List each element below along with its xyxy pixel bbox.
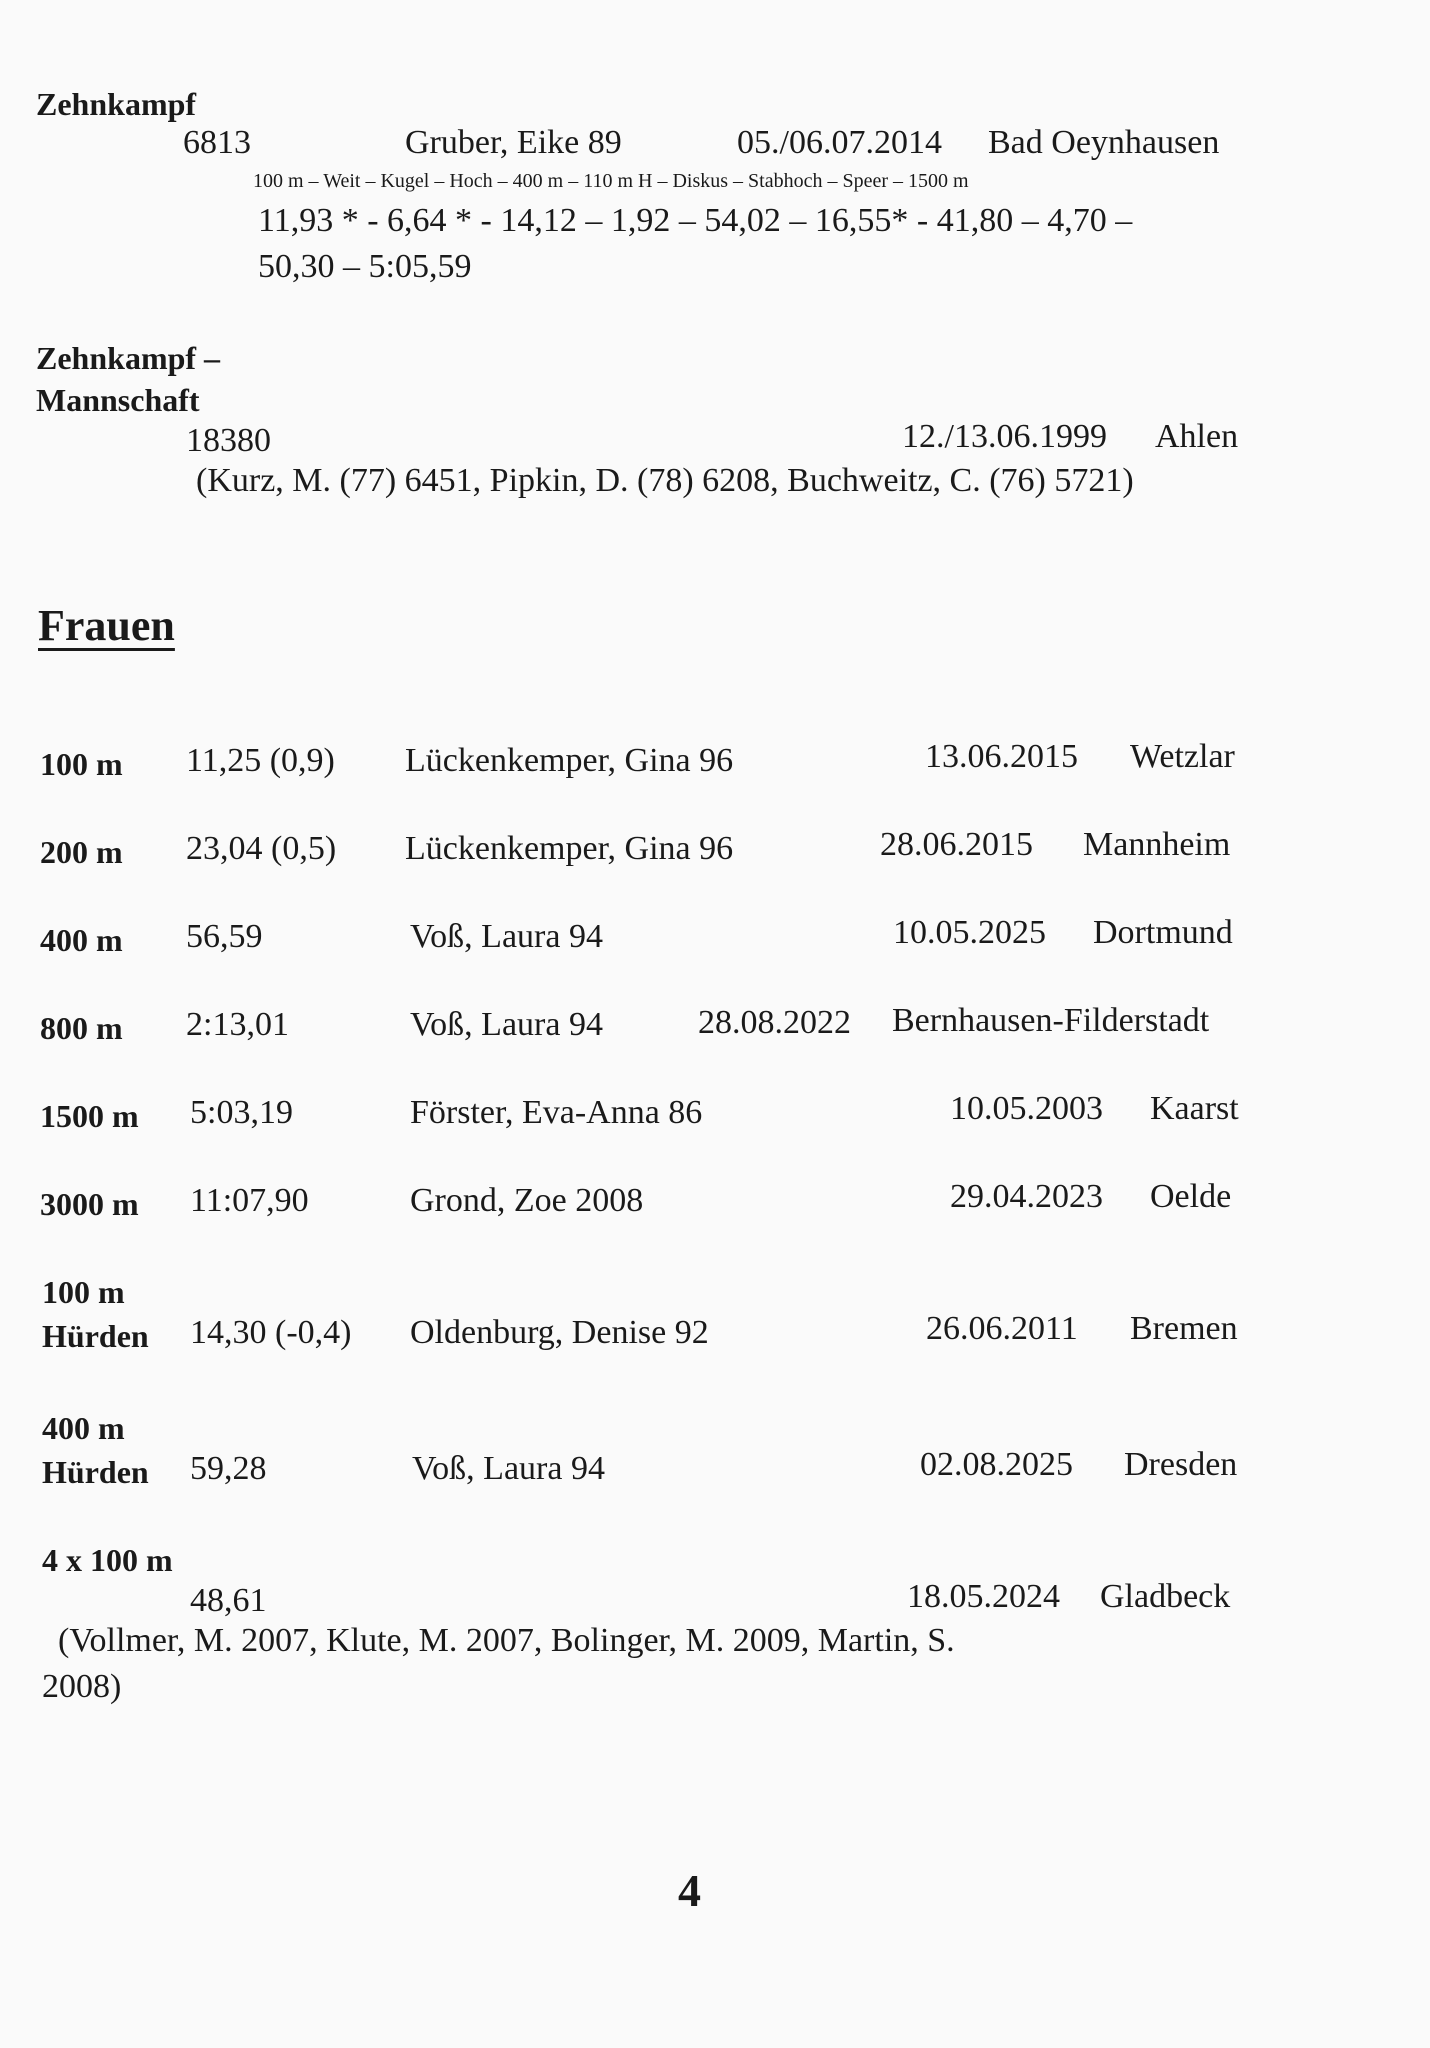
- record-date: 28.06.2015: [880, 826, 1033, 863]
- zehnkampf-team-place: Ahlen: [1155, 418, 1239, 455]
- zehnkampf-results-line1: 11,93 * - 6,64 * - 14,12 – 1,92 – 54,02 – 16,55* - 41,80 – 4,70 –: [258, 202, 1133, 239]
- zehnkampf-place: Bad Oeynhausen: [988, 124, 1220, 161]
- relay-date: 18.05.2024: [907, 1578, 1060, 1615]
- zehnkampf-team-members: (Kurz, M. (77) 6451, Pipkin, D. (78) 6208, Buchweitz, C. (76) 5721): [196, 462, 1134, 499]
- record-place: Oelde: [1150, 1178, 1232, 1215]
- record-place: Bernhausen-Filderstadt: [892, 1002, 1210, 1039]
- record-event: 200 m: [40, 834, 123, 870]
- record-date: 29.04.2023: [950, 1178, 1103, 1215]
- relay-members-line1: (Vollmer, M. 2007, Klute, M. 2007, Bolinger, M. 2009, Martin, S.: [58, 1622, 955, 1659]
- hurdles100-date: 26.06.2011: [926, 1310, 1078, 1347]
- record-result: 2:13,01: [186, 1006, 289, 1043]
- hurdles100-result: 14,30 (-0,4): [190, 1314, 352, 1351]
- record-result: 5:03,19: [190, 1094, 293, 1131]
- record-athlete: Voß, Laura 94: [410, 1006, 603, 1043]
- record-result: 11:07,90: [190, 1182, 309, 1219]
- record-result: 56,59: [186, 918, 263, 955]
- relay-members-line2: 2008): [42, 1668, 122, 1705]
- zehnkampf-disciplines: 100 m – Weit – Kugel – Hoch – 400 m – 110 m H – Diskus – Stabhoch – Speer – 1500 m: [253, 170, 969, 192]
- zehnkampf-team-points: 18380: [186, 422, 271, 459]
- hurdles400-event-line2: Hürden: [42, 1454, 149, 1490]
- relay-event: 4 x 100 m: [42, 1542, 173, 1578]
- zehnkampf-title: Zehnkampf: [36, 86, 197, 122]
- hurdles100-event-line1: 100 m: [42, 1274, 125, 1310]
- hurdles400-result: 59,28: [190, 1450, 267, 1487]
- record-athlete: Lückenkemper, Gina 96: [405, 830, 734, 867]
- zehnkampf-team-title-line2: Mannschaft: [36, 382, 200, 418]
- zehnkampf-date: 05./06.07.2014: [737, 124, 942, 161]
- record-athlete: Lückenkemper, Gina 96: [405, 742, 734, 779]
- record-result: 11,25 (0,9): [186, 742, 335, 779]
- hurdles400-event-line1: 400 m: [42, 1410, 125, 1446]
- zehnkampf-athlete: Gruber, Eike 89: [405, 124, 622, 161]
- record-place: Mannheim: [1083, 826, 1231, 863]
- hurdles400-date: 02.08.2025: [920, 1446, 1073, 1483]
- record-date: 10.05.2003: [950, 1090, 1103, 1127]
- hurdles400-place: Dresden: [1124, 1446, 1238, 1483]
- record-place: Dortmund: [1093, 914, 1233, 951]
- record-event: 800 m: [40, 1010, 123, 1046]
- record-event: 400 m: [40, 922, 123, 958]
- record-event: 1500 m: [40, 1098, 139, 1134]
- zehnkampf-team-date: 12./13.06.1999: [902, 418, 1107, 455]
- record-event: 3000 m: [40, 1186, 139, 1222]
- zehnkampf-points: 6813: [183, 124, 251, 161]
- relay-result: 48,61: [190, 1582, 267, 1619]
- section-heading-frauen: Frauen: [38, 601, 175, 650]
- record-athlete: Förster, Eva-Anna 86: [410, 1094, 703, 1131]
- record-place: Wetzlar: [1130, 738, 1235, 775]
- hurdles100-event-line2: Hürden: [42, 1318, 149, 1354]
- zehnkampf-results-line2: 50,30 – 5:05,59: [258, 248, 472, 285]
- page-number: 4: [678, 1865, 701, 1916]
- record-event: 100 m: [40, 746, 123, 782]
- record-athlete: Grond, Zoe 2008: [410, 1182, 644, 1219]
- hurdles400-athlete: Voß, Laura 94: [412, 1450, 605, 1487]
- relay-place: Gladbeck: [1100, 1578, 1231, 1615]
- record-athlete: Voß, Laura 94: [410, 918, 603, 955]
- record-date: 10.05.2025: [893, 914, 1046, 951]
- hurdles100-place: Bremen: [1130, 1310, 1238, 1347]
- record-date: 13.06.2015: [925, 738, 1078, 775]
- record-place: Kaarst: [1150, 1090, 1239, 1127]
- record-result: 23,04 (0,5): [186, 830, 337, 867]
- record-date: 28.08.2022: [698, 1004, 851, 1041]
- zehnkampf-team-title-line1: Zehnkampf –: [36, 340, 221, 376]
- hurdles100-athlete: Oldenburg, Denise 92: [410, 1314, 709, 1351]
